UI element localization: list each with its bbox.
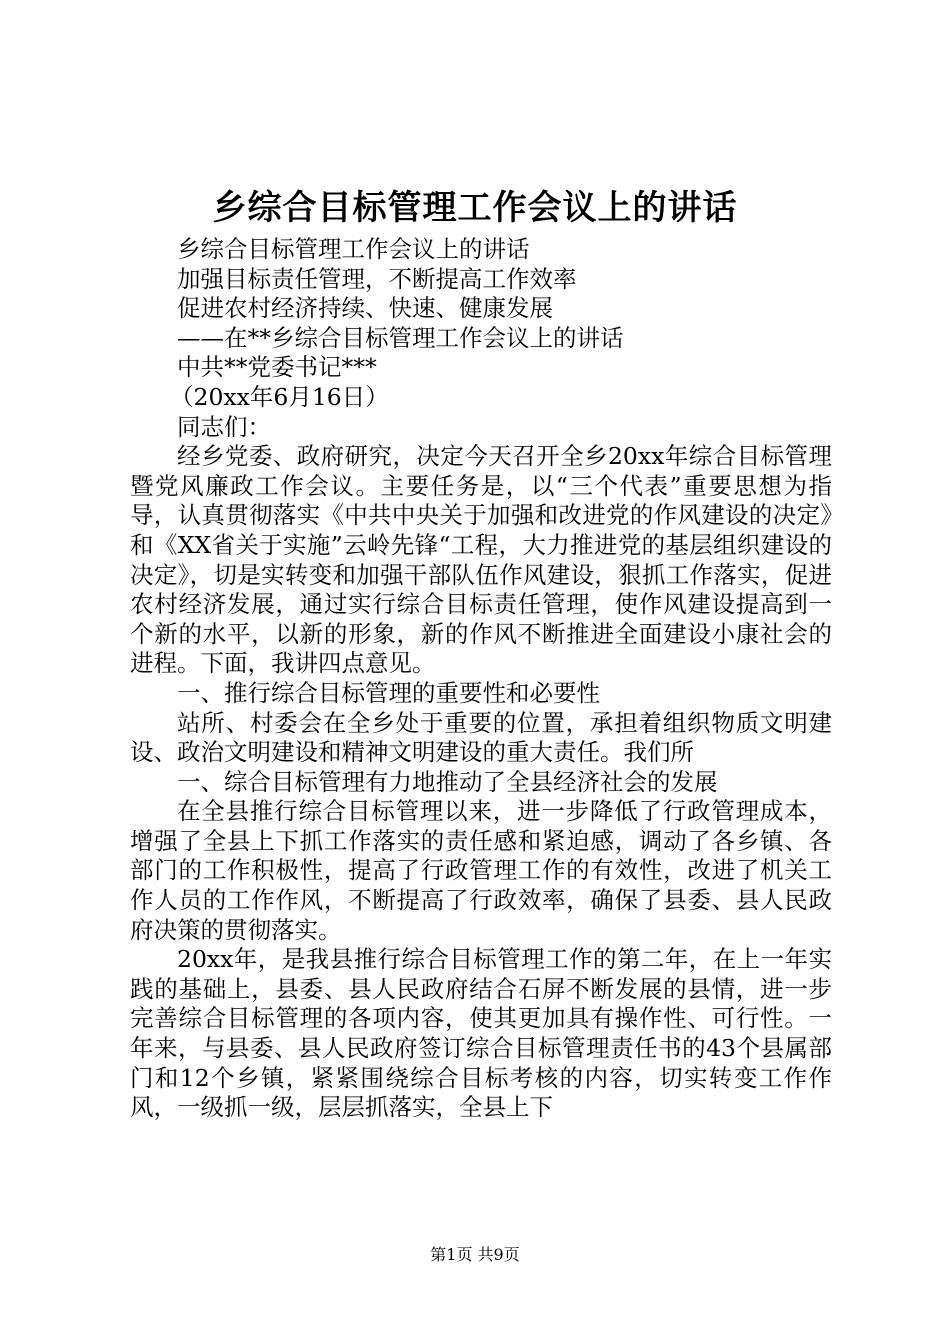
document-title: 乡综合目标管理工作会议上的讲话 xyxy=(212,188,738,228)
paragraph-subtitle: 乡综合目标管理工作会议上的讲话 xyxy=(177,235,530,263)
paragraph-date: （20xx年6月16日） xyxy=(170,382,389,411)
paragraph-body: 经乡党委、政府研究，决定今天召开全乡20xx年综合目标管理暨党风廉政工作会议。主要任务是，以“三个代表”重要思想为指导，认真贯彻落实《中共中央关于加强和改进党的作风建设的决定》和《XX省关于实施”云岭先锋“工程，大力推进党的基层组织建设的决定》，切是实转变和加强干部队伍作风建设，狠抓工作落实，促进农村经济发展，通过实行综合目标责任管理，使作风建设提高到一个新的水平，以新的形象，新的作风不断推进全面建设小康社会的进程。下面，我讲四点意见。 xyxy=(130,442,832,678)
paragraph-heading-1: 加强目标责任管理，不断提高工作效率 xyxy=(177,264,577,293)
paragraph-body: 20xx年，是我县推行综合目标管理工作的第二年，在上一年实践的基础上，县委、县人民政府结合石屏不断发展的县情，进一步完善综合目标管理的各项内容，使其更加具有操作性、可行性。一年来，与县委、县人民政府签订综合目标管理责任书的43个县属部门和12个乡镇，紧紧围绕综合目标考核的内容，切实转变工作作风，一级抓一级，层层抓落实，全县上下 xyxy=(130,945,832,1122)
paragraph-greeting: 同志们： xyxy=(177,412,271,441)
paragraph-body: 站所、村委会在全乡处于重要的位置，承担着组织物质文明建设、政治文明建设和精神文明建设的重大责任。我们所 xyxy=(130,708,832,767)
paragraph-heading-2: 促进农村经济持续、快速、健康发展 xyxy=(177,294,553,323)
paragraph-body: 在全县推行综合目标管理以来，进一步降低了行政管理成本，增强了全县上下抓工作落实的责任感和紧迫感，调动了各乡镇、各部门的工作积极性，提高了行政管理工作的有效性，改进了机关工作人员的工作作风，不断提高了行政效率，确保了县委、县人民政府决策的贯彻落实。 xyxy=(130,797,832,944)
paragraph-section-heading: 一、综合目标管理有力地推动了全县经济社会的发展 xyxy=(177,767,718,796)
page-number-footer: 第1页 共9页 xyxy=(430,1245,520,1264)
document-body xyxy=(130,235,832,1123)
paragraph-speaker: 中共**党委书记*** xyxy=(177,353,377,382)
paragraph-occasion: ——在**乡综合目标管理工作会议上的讲话 xyxy=(177,323,624,352)
paragraph-section-heading: 一、推行综合目标管理的重要性和必要性 xyxy=(177,678,600,707)
